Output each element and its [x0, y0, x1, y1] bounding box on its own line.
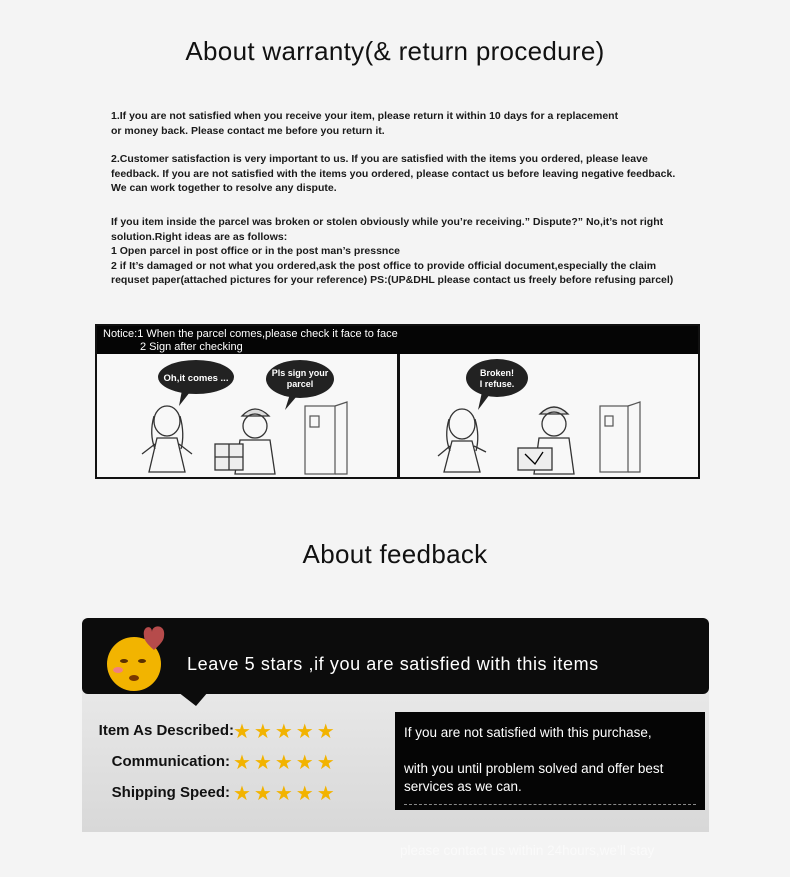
- bubble-3-text-b: I refuse.: [479, 379, 515, 389]
- girl-figure: [142, 406, 192, 472]
- text-line: We can work together to resolve any dispute.: [111, 182, 337, 194]
- notice-line-1: Notice:1 When the parcel comes,please check it face to face: [103, 328, 398, 340]
- bubble-3-text-a: Broken!: [479, 368, 515, 378]
- text-line: 1 Open parcel in post office or in the post man’s pressnce: [111, 245, 401, 257]
- note-line-2: with you until problem solved and offer best: [404, 761, 664, 776]
- text-line: requset paper(attached pictures for your reference) PS:(UP&DHL please contact us freely before refusing parcel): [111, 274, 674, 286]
- door: [305, 402, 347, 474]
- feedback-card: [82, 618, 709, 832]
- scene-receive-parcel: [97, 354, 397, 479]
- warranty-paragraph-2: [111, 152, 711, 196]
- notice-line-2: 2 Sign after checking: [140, 341, 243, 353]
- rating-label-communication: Communication:: [111, 753, 230, 770]
- notice-panel: [95, 324, 700, 479]
- note-divider: [404, 804, 696, 805]
- note-line-3: services as we can.: [404, 779, 522, 794]
- star-rating-shipping-speed: ★★★★★: [233, 783, 338, 805]
- star-rating-communication: ★★★★★: [233, 752, 338, 774]
- girl-figure: [438, 409, 486, 472]
- text-line: feedback. If you are not satisfied with the items you ordered, please contact us before leaving negative feedback.: [111, 167, 676, 180]
- text-line: 1.If you are not satisfied when you receive your item, please return it within 10 days for a replacement: [111, 110, 619, 122]
- warranty-paragraph-3: [111, 215, 711, 288]
- speech-bubble-3: [466, 359, 528, 410]
- postman-figure: [215, 409, 275, 474]
- text-line: 2.Customer satisfaction is very important to us. If you are satisfied with the items you ordered, please leave: [111, 153, 648, 165]
- text-line: 2 if It’s damaged or not what you ordered,ask the post office to provide official document,especially the claim: [111, 259, 657, 272]
- speech-bubble-1: [158, 360, 234, 406]
- text-line: or money back. Please contact me before you return it.: [111, 124, 385, 137]
- notice-header: [97, 326, 698, 354]
- speech-bubble-2: [266, 360, 334, 410]
- note-line-1: If you are not satisfied with this purchase,: [404, 725, 652, 740]
- feedback-banner: [82, 618, 709, 694]
- warranty-title: About warranty(& return procedure): [185, 36, 605, 66]
- banner-pointer: [178, 692, 208, 708]
- emoji-kiss-icon: [100, 626, 182, 696]
- text-line: solution.Right ideas are as follows:: [111, 230, 288, 243]
- banner-text: Leave 5 stars ,if you are satisfied with this items: [187, 654, 599, 674]
- feedback-title: About feedback: [302, 539, 488, 569]
- bubble-1-text: Oh,it comes ...: [163, 373, 229, 384]
- bubble-2-text-b: parcel: [286, 379, 314, 389]
- warranty-paragraph-1: [111, 109, 711, 138]
- text-line: If you item inside the parcel was broken or stolen obviously while you’re receiving.” Dispute?” No,it’s not right: [111, 216, 664, 228]
- rating-label-item-as-described: Item As Described:: [98, 722, 234, 739]
- scene-refuse-parcel: [400, 354, 698, 479]
- dissatisfaction-note: [395, 712, 705, 810]
- door: [600, 402, 640, 472]
- postman-figure: [518, 407, 574, 474]
- rating-label-shipping-speed: Shipping Speed:: [111, 784, 230, 801]
- bubble-2-text-a: Pls sign your: [271, 368, 329, 378]
- faded-note: please contact us within 24hours,we’ll stay: [400, 843, 655, 858]
- star-rating-item-as-described: ★★★★★: [233, 721, 338, 743]
